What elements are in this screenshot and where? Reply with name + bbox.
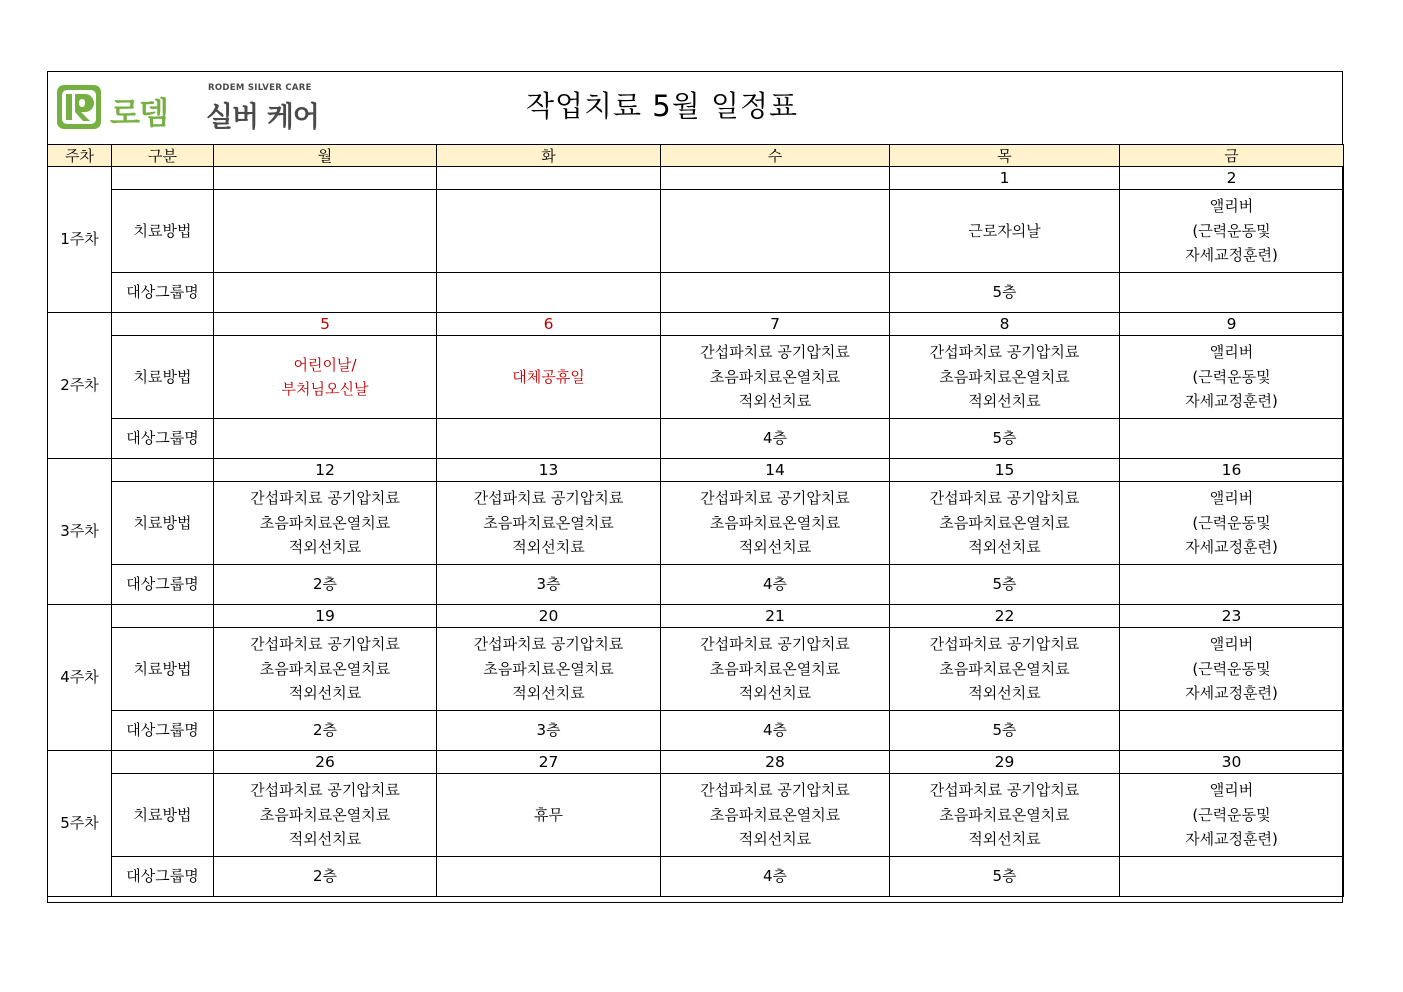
method-text: 간섭파치료 공기압치료 <box>250 489 400 508</box>
schedule-table <box>47 144 1344 897</box>
method-text: 초음파치료온열치료 <box>939 659 1070 678</box>
method-text: 적외선치료 <box>288 538 362 557</box>
group-cell <box>437 273 661 313</box>
date-row <box>48 313 1344 336</box>
method-cell <box>1120 774 1344 857</box>
date-cell: 28 <box>661 751 890 774</box>
week-label: 1주차 <box>48 167 112 313</box>
date-cell <box>661 167 890 190</box>
method-cell <box>661 774 890 857</box>
date-cell: 1 <box>890 167 1120 190</box>
week-label: 3주차 <box>48 459 112 605</box>
method-text: 간섭파치료 공기압치료 <box>473 489 624 508</box>
method-text: 간섭파치료 공기압치료 <box>250 781 400 800</box>
logo-korean-text: 로뎀 <box>110 96 168 132</box>
method-text: 대체공휴일 <box>512 367 585 386</box>
page-title: 작업치료 5월 일정표 <box>526 89 798 123</box>
method-cell <box>661 336 890 419</box>
method-text: 초음파치료온열치료 <box>259 513 391 532</box>
method-text: 자세교정훈련) <box>1185 538 1278 557</box>
date-cell: 9 <box>1120 313 1344 336</box>
date-cell: 19 <box>214 605 437 628</box>
method-cell <box>437 482 661 565</box>
group-cell: 3층 <box>437 711 661 751</box>
method-cell <box>214 482 437 565</box>
method-text: 휴무 <box>534 805 563 824</box>
schedule-body <box>48 145 1344 897</box>
method-cell <box>890 628 1120 711</box>
method-text: 적외선치료 <box>968 830 1041 849</box>
date-cell <box>437 167 661 190</box>
method-cell <box>214 774 437 857</box>
group-row <box>48 273 1344 313</box>
method-text: 초음파치료온열치료 <box>939 805 1070 824</box>
group-row-label: 대상그룹명 <box>112 565 214 605</box>
method-text: 근로자의날 <box>968 221 1041 240</box>
date-cell: 13 <box>437 459 661 482</box>
method-text: 앨리버 <box>1209 635 1254 654</box>
group-cell <box>214 273 437 313</box>
date-cell: 12 <box>214 459 437 482</box>
method-text: 초음파치료온열치료 <box>259 805 391 824</box>
method-text: 간섭파치료 공기압치료 <box>250 635 400 654</box>
method-text: 초음파치료온열치료 <box>939 367 1070 386</box>
method-cell <box>661 190 890 273</box>
group-cell: 2층 <box>214 711 437 751</box>
group-cell: 2층 <box>214 565 437 605</box>
method-text: 자세교정훈련) <box>1185 392 1278 411</box>
method-text: (근력운동및 <box>1192 221 1271 240</box>
method-row-label: 치료방법 <box>112 628 214 711</box>
group-cell <box>437 419 661 459</box>
group-cell <box>661 273 890 313</box>
schedule-sheet <box>47 71 1343 903</box>
date-row-label <box>112 313 214 336</box>
date-cell: 14 <box>661 459 890 482</box>
group-row-label: 대상그룹명 <box>112 419 214 459</box>
date-cell: 16 <box>1120 459 1344 482</box>
method-cell <box>890 774 1120 857</box>
column-header: 수 <box>661 145 890 167</box>
method-row <box>48 482 1344 565</box>
date-row <box>48 459 1344 482</box>
method-text: 자세교정훈련) <box>1185 830 1278 849</box>
method-text: (근력운동및 <box>1192 367 1271 386</box>
method-cell <box>890 482 1120 565</box>
method-text: 간섭파치료 공기압치료 <box>929 343 1080 362</box>
method-text: (근력운동및 <box>1192 805 1271 824</box>
method-text: 간섭파치료 공기압치료 <box>700 489 850 508</box>
group-cell: 4층 <box>661 711 890 751</box>
group-cell: 5층 <box>890 419 1120 459</box>
logo-korean-subtext: 실버 케어 <box>206 100 319 133</box>
method-text: 초음파치료온열치료 <box>709 367 841 386</box>
group-cell: 5층 <box>890 273 1120 313</box>
method-row-label: 치료방법 <box>112 190 214 273</box>
method-text: 적외선치료 <box>738 684 812 703</box>
method-text: 적외선치료 <box>512 538 585 557</box>
group-cell: 4층 <box>661 565 890 605</box>
column-header: 월 <box>214 145 437 167</box>
method-text: 적외선치료 <box>738 538 812 557</box>
rodem-logo-icon <box>56 84 104 130</box>
method-cell <box>437 336 661 419</box>
date-cell: 26 <box>214 751 437 774</box>
method-cell <box>661 482 890 565</box>
group-cell: 2층 <box>214 857 437 897</box>
method-text: (근력운동및 <box>1192 659 1271 678</box>
date-row <box>48 751 1344 774</box>
date-row <box>48 605 1344 628</box>
date-cell: 22 <box>890 605 1120 628</box>
week-label: 5주차 <box>48 751 112 897</box>
date-row-label <box>112 459 214 482</box>
title-bar <box>48 72 1342 144</box>
date-row <box>48 167 1344 190</box>
method-row <box>48 336 1344 419</box>
date-row-label <box>112 751 214 774</box>
group-cell: 3층 <box>437 565 661 605</box>
method-text: 적외선치료 <box>512 684 585 703</box>
method-text: 간섭파치료 공기압치료 <box>700 635 850 654</box>
method-cell <box>1120 336 1344 419</box>
method-text: 앨리버 <box>1209 781 1254 800</box>
group-cell: 5층 <box>890 565 1120 605</box>
method-text: 초음파치료온열치료 <box>939 513 1070 532</box>
group-row <box>48 857 1344 897</box>
method-row-label: 치료방법 <box>112 336 214 419</box>
method-row <box>48 628 1344 711</box>
method-cell <box>1120 190 1344 273</box>
date-cell: 27 <box>437 751 661 774</box>
method-text: 앨리버 <box>1209 197 1254 216</box>
method-row-label: 치료방법 <box>112 482 214 565</box>
method-text: 초음파치료온열치료 <box>709 513 841 532</box>
method-cell <box>661 628 890 711</box>
method-text: 자세교정훈련) <box>1185 684 1278 703</box>
group-cell: 4층 <box>661 419 890 459</box>
method-text: 적외선치료 <box>968 684 1041 703</box>
column-header: 금 <box>1120 145 1344 167</box>
group-cell <box>1120 711 1344 751</box>
date-cell: 20 <box>437 605 661 628</box>
column-header: 화 <box>437 145 661 167</box>
date-cell: 23 <box>1120 605 1344 628</box>
method-cell <box>214 190 437 273</box>
method-text: 초음파치료온열치료 <box>483 513 614 532</box>
method-cell <box>214 336 437 419</box>
method-text: 간섭파치료 공기압치료 <box>700 343 850 362</box>
method-text: 간섭파치료 공기압치료 <box>929 635 1080 654</box>
week-label: 2주차 <box>48 313 112 459</box>
method-text: 초음파치료온열치료 <box>259 659 391 678</box>
group-row <box>48 711 1344 751</box>
header-row <box>48 145 1344 167</box>
method-text: 간섭파치료 공기압치료 <box>700 781 850 800</box>
method-text: 자세교정훈련) <box>1185 246 1278 265</box>
method-cell <box>890 190 1120 273</box>
method-text: 앨리버 <box>1209 489 1254 508</box>
group-row-label: 대상그룹명 <box>112 273 214 313</box>
date-cell: 30 <box>1120 751 1344 774</box>
date-cell: 15 <box>890 459 1120 482</box>
method-text: 적외선치료 <box>968 538 1041 557</box>
method-cell <box>1120 482 1344 565</box>
method-cell <box>214 628 437 711</box>
method-text: 간섭파치료 공기압치료 <box>929 781 1080 800</box>
method-text: 간섭파치료 공기압치료 <box>473 635 624 654</box>
method-text: 어린이날/ <box>293 355 357 374</box>
method-row-label: 치료방법 <box>112 774 214 857</box>
group-cell: 4층 <box>661 857 890 897</box>
method-text: 적외선치료 <box>288 684 362 703</box>
group-cell: 5층 <box>890 857 1120 897</box>
method-text: 간섭파치료 공기압치료 <box>929 489 1080 508</box>
method-text: 초음파치료온열치료 <box>709 659 841 678</box>
method-text: 초음파치료온열치료 <box>709 805 841 824</box>
date-cell: 7 <box>661 313 890 336</box>
method-text: 적외선치료 <box>968 392 1041 411</box>
method-cell <box>890 336 1120 419</box>
column-header: 주차 <box>48 145 112 167</box>
group-row <box>48 419 1344 459</box>
date-cell <box>214 167 437 190</box>
method-cell <box>437 774 661 857</box>
method-cell <box>437 190 661 273</box>
group-cell <box>437 857 661 897</box>
logo-english-text: RODEM SILVER CARE <box>208 83 312 93</box>
method-row <box>48 190 1344 273</box>
method-row <box>48 774 1344 857</box>
method-cell <box>1120 628 1344 711</box>
method-cell <box>437 628 661 711</box>
method-text: 초음파치료온열치료 <box>483 659 614 678</box>
method-text: 적외선치료 <box>738 392 812 411</box>
method-text: 앨리버 <box>1209 343 1254 362</box>
method-text: (근력운동및 <box>1192 513 1271 532</box>
group-cell <box>214 419 437 459</box>
group-row <box>48 565 1344 605</box>
group-cell: 5층 <box>890 711 1120 751</box>
group-cell <box>1120 857 1344 897</box>
rodem-logo <box>56 83 326 133</box>
date-cell: 5 <box>214 313 437 336</box>
method-text: 적외선치료 <box>288 830 362 849</box>
date-cell: 21 <box>661 605 890 628</box>
date-cell: 2 <box>1120 167 1344 190</box>
column-header: 구분 <box>112 145 214 167</box>
date-cell: 29 <box>890 751 1120 774</box>
group-cell <box>1120 565 1344 605</box>
date-cell: 8 <box>890 313 1120 336</box>
date-cell: 6 <box>437 313 661 336</box>
method-text: 적외선치료 <box>738 830 812 849</box>
method-text: 부처님오신날 <box>281 380 369 398</box>
column-header: 목 <box>890 145 1120 167</box>
date-row-label <box>112 167 214 190</box>
group-row-label: 대상그룹명 <box>112 711 214 751</box>
week-label: 4주차 <box>48 605 112 751</box>
group-cell <box>1120 273 1344 313</box>
group-cell <box>1120 419 1344 459</box>
group-row-label: 대상그룹명 <box>112 857 214 897</box>
date-row-label <box>112 605 214 628</box>
